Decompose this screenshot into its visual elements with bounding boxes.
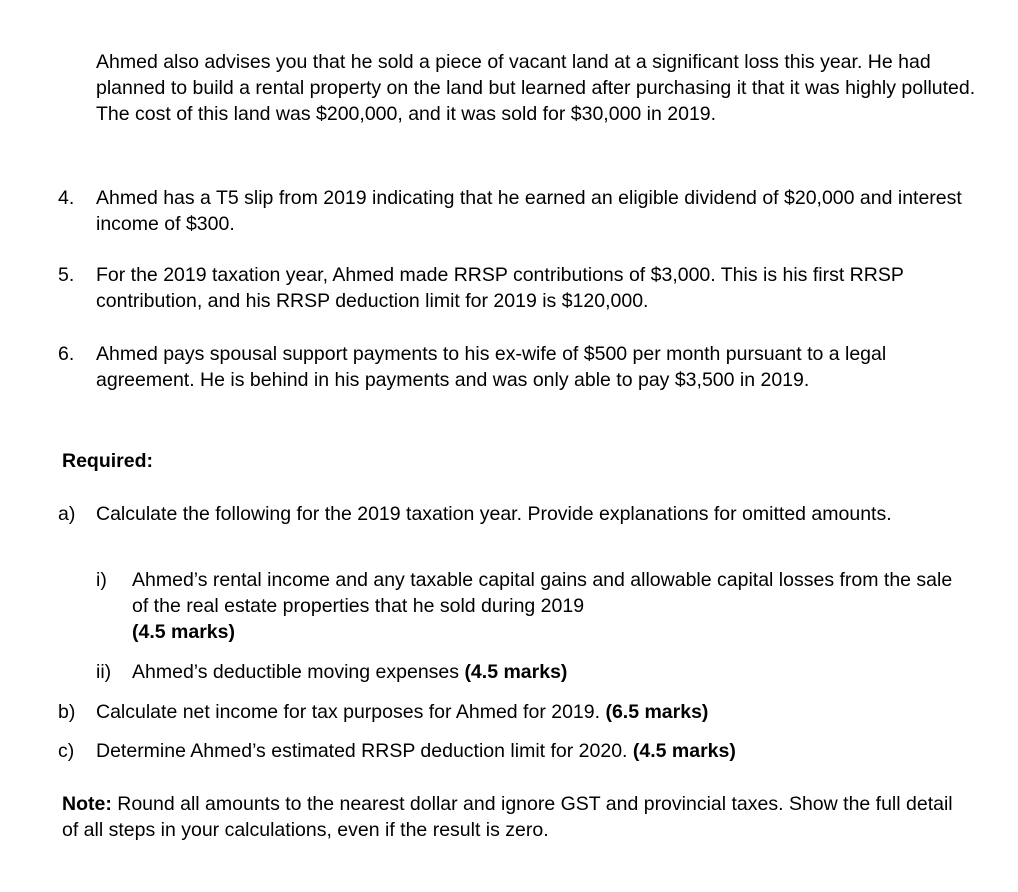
list-text: Ahmed has a T5 slip from 2019 indicating that he earned an eligible dividend of $20,000 and interest income of $300. bbox=[96, 187, 962, 235]
list-number: 6. bbox=[58, 343, 75, 365]
list-text: Ahmed pays spousal support payments to his ex-wife of $500 per month pursuant to a legal agreement. He is behind in his payments and was only able to pay $3,500 in 2019. bbox=[96, 343, 887, 391]
requirement-a bbox=[58, 501, 988, 527]
requirement-a-i bbox=[96, 567, 956, 645]
note-paragraph bbox=[62, 791, 962, 843]
list-number: 4. bbox=[58, 187, 75, 209]
requirement-text: Determine Ahmed’s estimated RRSP deduction limit for 2020. bbox=[96, 740, 628, 762]
marks: (4.5 marks) bbox=[632, 740, 736, 762]
list-item-5 bbox=[58, 262, 988, 314]
marks: (6.5 marks) bbox=[605, 701, 709, 723]
list-item-4 bbox=[58, 185, 988, 237]
requirement-text: Calculate the following for the 2019 taxation year. Provide explanations for omitted amounts. bbox=[96, 503, 892, 525]
requirement-label: b) bbox=[58, 701, 76, 723]
requirement-label: c) bbox=[58, 740, 75, 762]
requirement-text: Calculate net income for tax purposes for Ahmed for 2019. bbox=[96, 701, 601, 723]
requirement-text: Ahmed’s deductible moving expenses bbox=[132, 661, 460, 683]
intro-paragraph: Ahmed also advises you that he sold a piece of vacant land at a significant loss this year. He had planned to build a rental property on the land but learned after purchasing it that it was highly polluted. The cost of this land was $200,000, and it was sold for $30,000 in 2019. bbox=[96, 51, 976, 125]
list-number: 5. bbox=[58, 264, 75, 286]
note-text: Round all amounts to the nearest dollar and ignore GST and provincial taxes. Show the full detail of all steps in your calculations, even if the result is zero. bbox=[62, 793, 953, 841]
note-label: Note: bbox=[62, 793, 112, 815]
list-text: For the 2019 taxation year, Ahmed made RRSP contributions of $3,000. This is his first RRSP contribution, and his RRSP deduction limit for 2019 is $120,000. bbox=[96, 264, 904, 312]
requirement-a-ii bbox=[96, 659, 956, 685]
requirement-label: ii) bbox=[96, 661, 112, 683]
requirement-c bbox=[58, 738, 988, 764]
marks: (4.5 marks) bbox=[464, 661, 568, 683]
requirement-label: i) bbox=[96, 569, 107, 591]
requirement-text: Ahmed’s rental income and any taxable capital gains and allowable capital losses from the sale of the real estate properties that he sold during 2019 bbox=[132, 569, 953, 617]
requirement-label: a) bbox=[58, 503, 76, 525]
list-item-6 bbox=[58, 341, 988, 393]
required-heading: Required: bbox=[62, 450, 154, 472]
requirement-b bbox=[58, 699, 988, 725]
marks: (4.5 marks) bbox=[132, 621, 235, 643]
